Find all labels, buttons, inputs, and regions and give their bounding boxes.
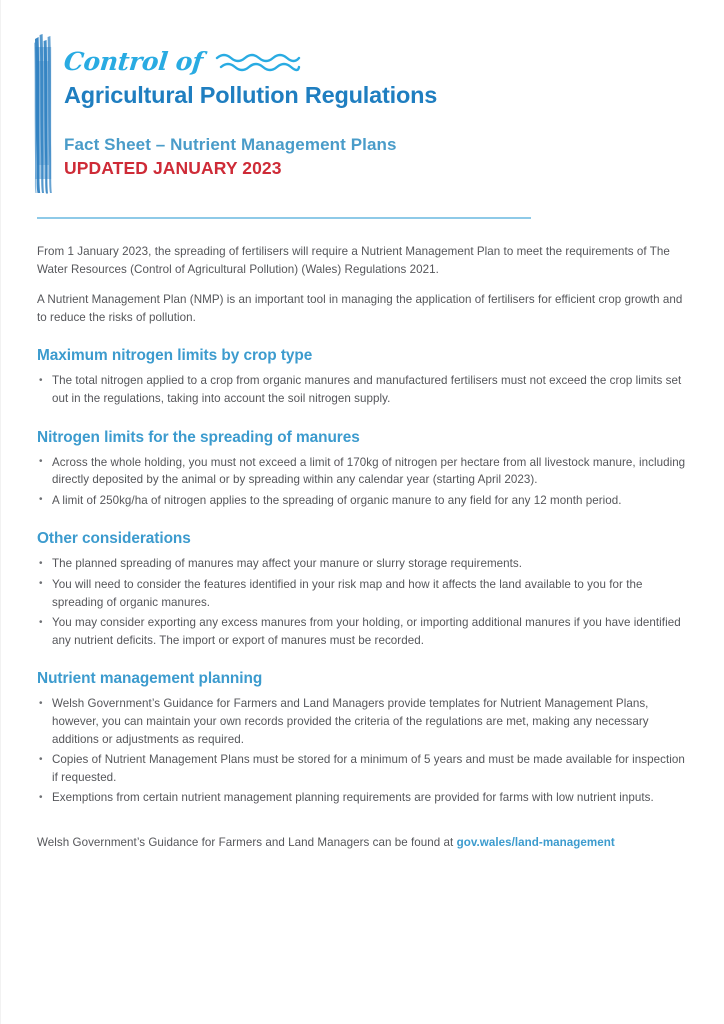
list-item: • You may consider exporting any excess manures from your holding, or importing additional manures if you have identified any nutrient deficits. The import or export of manures must be recorded. (37, 614, 691, 649)
list-item: • Welsh Government’s Guidance for Farmers and Land Managers provide templates for Nutrient Management Plans, however, you can maintain your own records provided the criteria of the regulations are met, making any necessary additions or adjustments as required. (37, 695, 691, 748)
script-title: Control of (62, 46, 205, 76)
list-item: • The total nitrogen applied to a crop from organic manures and manufactured fertilisers must not exceed the crop limits set out in the regulations, taking into account the soil nitrogen supply. (37, 372, 691, 407)
footer-note-text: Welsh Government’s Guidance for Farmers and Land Managers can be found at (37, 835, 457, 849)
section-bullet-list (37, 555, 691, 649)
section-nutrient-management-planning (37, 669, 691, 807)
section-nitrogen-limits-spreading (37, 428, 691, 510)
intro-paragraph-1: From 1 January 2023, the spreading of fertilisers will require a Nutrient Management Plan to meet the requirements of The Water Resources (Control of Agricultural Pollution) (Wales) Regulations 2021. (37, 245, 670, 276)
section-bullet-list (37, 372, 691, 407)
list-item: • You will need to consider the features identified in your risk map and how it affects the land available to you for the spreading of organic manures. (37, 576, 691, 611)
guidance-footer-note (37, 834, 691, 852)
section-bullet-list (37, 454, 691, 510)
list-item: • Across the whole holding, you must not exceed a limit of 170kg of nitrogen per hectare from all livestock manure, including directly deposited by the animal or by spreading within any calendar year (starting April 2023). (37, 454, 691, 489)
page-title: Agricultural Pollution Regulations (64, 82, 438, 108)
section-heading: Nutrient management planning (37, 670, 263, 688)
water-waves-icon (215, 51, 301, 73)
guidance-link[interactable]: gov.wales/land-management (456, 835, 615, 849)
updated-badge: UPDATED JANUARY 2023 (64, 158, 282, 178)
list-item: • Exemptions from certain nutrient management planning requirements are provided for farms with low nutrient inputs. (37, 789, 691, 807)
header-text-block (64, 44, 684, 179)
brush-stroke-icon (32, 33, 55, 195)
page-subtitle: Fact Sheet – Nutrient Management Plans (64, 135, 397, 154)
script-title-row (64, 44, 684, 78)
list-item: • The planned spreading of manures may affect your manure or slurry storage requirements. (37, 555, 691, 573)
section-bullet-list (37, 695, 691, 807)
document-body (37, 243, 691, 851)
section-other-considerations (37, 529, 691, 649)
section-maximum-nitrogen-limits (37, 346, 691, 407)
list-item: • Copies of Nutrient Management Plans must be stored for a minimum of 5 years and must be made available for inspection if requested. (37, 751, 691, 786)
document-header (1, 0, 724, 210)
section-heading: Nitrogen limits for the spreading of manures (37, 428, 360, 446)
section-heading: Other considerations (37, 530, 191, 548)
intro-paragraph-2: A Nutrient Management Plan (NMP) is an important tool in managing the application of fertilisers for efficient crop growth and to reduce the risks of pollution. (37, 293, 683, 324)
header-divider (37, 217, 531, 219)
list-item: • A limit of 250kg/ha of nitrogen applies to the spreading of organic manure to any field for any 12 month period. (37, 492, 691, 510)
section-heading: Maximum nitrogen limits by crop type (37, 347, 313, 365)
